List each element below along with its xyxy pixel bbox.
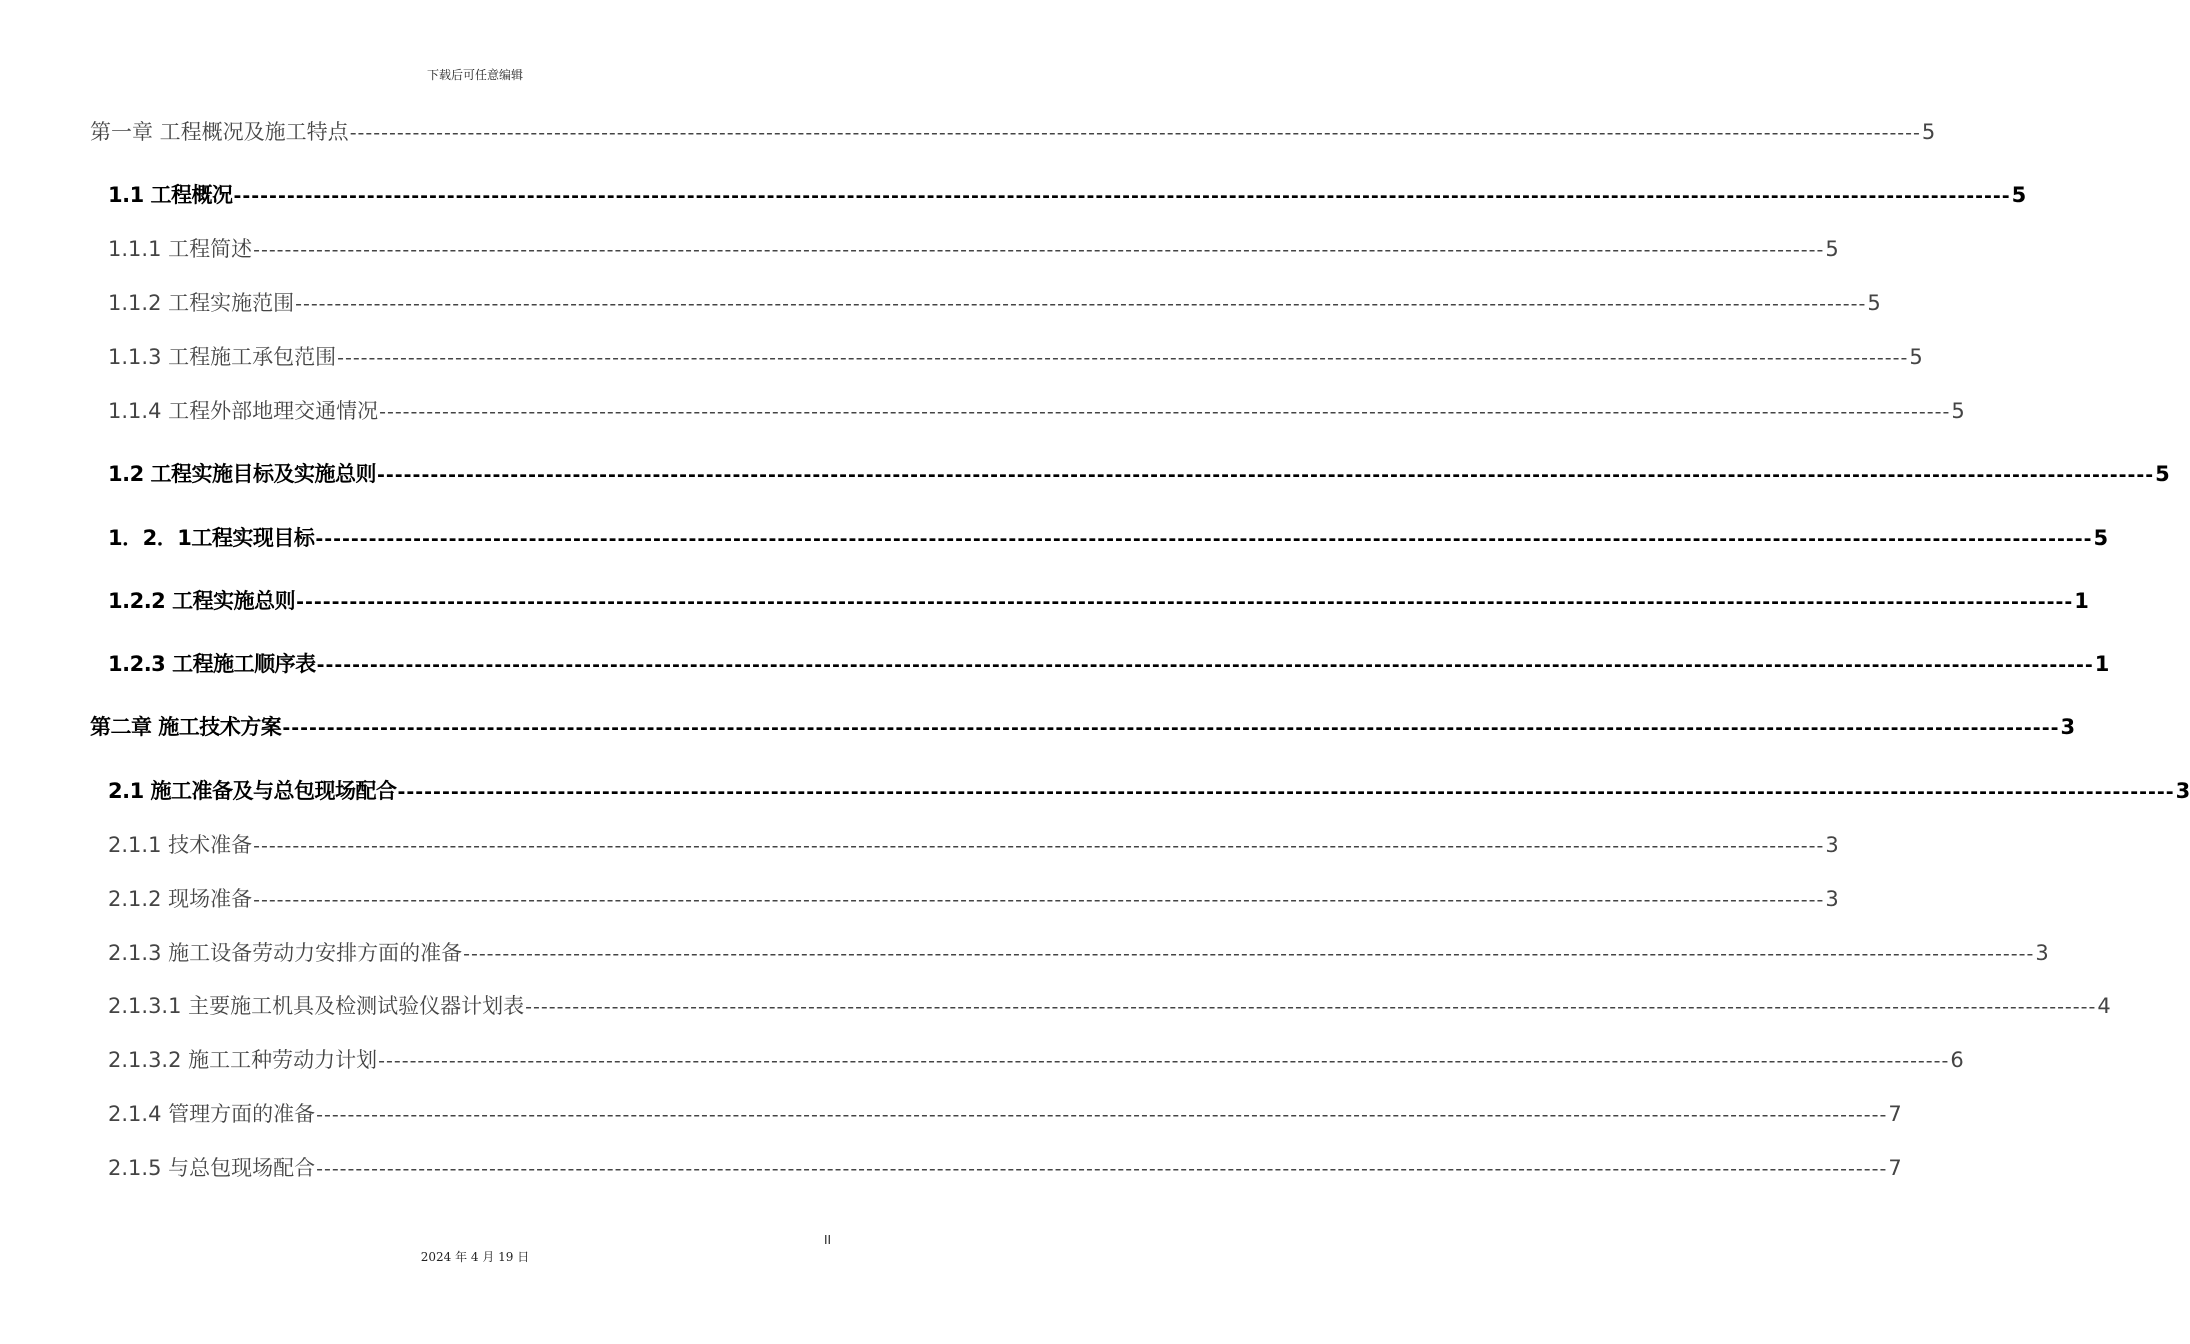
toc-page: 5 xyxy=(2155,462,2170,486)
toc-entry[interactable] xyxy=(108,289,1881,318)
toc-page: 3 xyxy=(2060,715,2075,739)
toc-entry[interactable] xyxy=(108,1100,1902,1129)
toc-label: 1.1 工程概况 xyxy=(108,183,233,207)
toc-leader: -------------------------------------------------------------------------------------------------------------------------------------------------------------------------------------------------------- xyxy=(316,1158,1888,1180)
toc-label: 1．2．1工程实现目标 xyxy=(108,526,315,550)
toc-leader: -------------------------------------------------------------------------------------------------------------------------------------------------------------------------------------------------------- xyxy=(397,781,2175,803)
toc-entry[interactable] xyxy=(108,524,2108,553)
toc-entry[interactable] xyxy=(108,460,2170,489)
toc-page: 5 xyxy=(1909,345,1923,369)
toc-page: 1 xyxy=(2074,589,2089,613)
toc-leader: -------------------------------------------------------------------------------------------------------------------------------------------------------------------------------------------------------- xyxy=(463,943,2035,965)
toc-entry[interactable] xyxy=(108,939,2049,968)
toc-leader: -------------------------------------------------------------------------------------------------------------------------------------------------------------------------------------------------------- xyxy=(349,122,1921,144)
toc-leader: -------------------------------------------------------------------------------------------------------------------------------------------------------------------------------------------------------- xyxy=(253,239,1825,261)
toc-page: 3 xyxy=(2175,779,2190,803)
page-number: II xyxy=(824,1233,832,1247)
toc-leader: -------------------------------------------------------------------------------------------------------------------------------------------------------------------------------------------------------- xyxy=(378,1050,1950,1072)
toc-label: 2.1.3.2 施工工种劳动力计划 xyxy=(108,1048,378,1072)
toc-leader: -------------------------------------------------------------------------------------------------------------------------------------------------------------------------------------------------------- xyxy=(233,185,2011,207)
toc-label: 2.1.1 技术准备 xyxy=(108,833,253,857)
toc-leader: -------------------------------------------------------------------------------------------------------------------------------------------------------------------------------------------------------- xyxy=(379,401,1951,423)
toc-entry[interactable] xyxy=(108,777,2190,806)
toc-page: 4 xyxy=(2097,994,2111,1018)
toc-leader: -------------------------------------------------------------------------------------------------------------------------------------------------------------------------------------------------------- xyxy=(253,835,1825,857)
toc-leader: -------------------------------------------------------------------------------------------------------------------------------------------------------------------------------------------------------- xyxy=(525,996,2097,1018)
toc-entry[interactable] xyxy=(90,118,1936,147)
toc-label: 2.1.5 与总包现场配合 xyxy=(108,1156,316,1180)
toc-label: 2.1 施工准备及与总包现场配合 xyxy=(108,779,397,803)
toc-label: 1.1.4 工程外部地理交通情况 xyxy=(108,399,379,423)
toc-label: 2.1.3.1 主要施工机具及检测试验仪器计划表 xyxy=(108,994,525,1018)
toc-entry[interactable] xyxy=(108,181,2026,210)
toc-entry[interactable] xyxy=(108,235,1839,264)
toc-leader: -------------------------------------------------------------------------------------------------------------------------------------------------------------------------------------------------------- xyxy=(315,528,2093,550)
toc-leader: -------------------------------------------------------------------------------------------------------------------------------------------------------------------------------------------------------- xyxy=(377,464,2155,486)
toc-page: 6 xyxy=(1950,1048,1964,1072)
toc-page: 5 xyxy=(1921,120,1936,144)
toc-page: 7 xyxy=(1888,1156,1902,1180)
toc-leader: -------------------------------------------------------------------------------------------------------------------------------------------------------------------------------------------------------- xyxy=(253,889,1825,911)
toc-label: 1.1.2 工程实施范围 xyxy=(108,291,295,315)
toc-label: 1.1.1 工程简述 xyxy=(108,237,253,261)
toc-page: 5 xyxy=(1951,399,1965,423)
toc-label: 2.1.3 施工设备劳动力安排方面的准备 xyxy=(108,941,463,965)
toc-leader: -------------------------------------------------------------------------------------------------------------------------------------------------------------------------------------------------------- xyxy=(316,1104,1888,1126)
toc-page: 1 xyxy=(2094,652,2109,676)
toc-leader: -------------------------------------------------------------------------------------------------------------------------------------------------------------------------------------------------------- xyxy=(316,654,2094,676)
toc-label: 1.1.3 工程施工承包范围 xyxy=(108,345,337,369)
toc-page: 3 xyxy=(1825,833,1839,857)
toc-page: 3 xyxy=(1825,887,1839,911)
toc-entry[interactable] xyxy=(90,713,2075,742)
toc-label: 1.2.2 工程实施总则 xyxy=(108,589,296,613)
toc-entry[interactable] xyxy=(108,1154,1902,1183)
toc-entry[interactable] xyxy=(108,587,2089,616)
toc-entry[interactable] xyxy=(108,831,1839,860)
toc-entry[interactable] xyxy=(108,650,2109,679)
toc-leader: -------------------------------------------------------------------------------------------------------------------------------------------------------------------------------------------------------- xyxy=(296,591,2074,613)
toc-page: 5 xyxy=(2011,183,2026,207)
toc-entry[interactable] xyxy=(108,343,1923,372)
toc-page: 5 xyxy=(1867,291,1881,315)
toc-label: 第一章 工程概况及施工特点 xyxy=(90,120,349,144)
page-footer-date: 2024 年 4 月 19 日 xyxy=(420,1250,530,1264)
toc-entry[interactable] xyxy=(108,992,2111,1021)
toc-entry[interactable] xyxy=(108,1046,1964,1075)
toc-page: 3 xyxy=(2035,941,2049,965)
toc-page: 5 xyxy=(1825,237,1839,261)
toc-entry[interactable] xyxy=(108,885,1839,914)
toc-leader: -------------------------------------------------------------------------------------------------------------------------------------------------------------------------------------------------------- xyxy=(337,347,1909,369)
toc-label: 1.2.3 工程施工顺序表 xyxy=(108,652,316,676)
toc-leader: -------------------------------------------------------------------------------------------------------------------------------------------------------------------------------------------------------- xyxy=(295,293,1867,315)
toc-page: 5 xyxy=(2093,526,2108,550)
page-header: 下载后可任意编辑 xyxy=(426,68,523,82)
toc-page: 7 xyxy=(1888,1102,1902,1126)
toc-label: 2.1.2 现场准备 xyxy=(108,887,253,911)
toc-label: 2.1.4 管理方面的准备 xyxy=(108,1102,316,1126)
toc-entry[interactable] xyxy=(108,397,1965,426)
toc-leader: -------------------------------------------------------------------------------------------------------------------------------------------------------------------------------------------------------- xyxy=(282,717,2060,739)
toc-label: 第二章 施工技术方案 xyxy=(90,715,282,739)
toc-label: 1.2 工程实施目标及实施总则 xyxy=(108,462,377,486)
